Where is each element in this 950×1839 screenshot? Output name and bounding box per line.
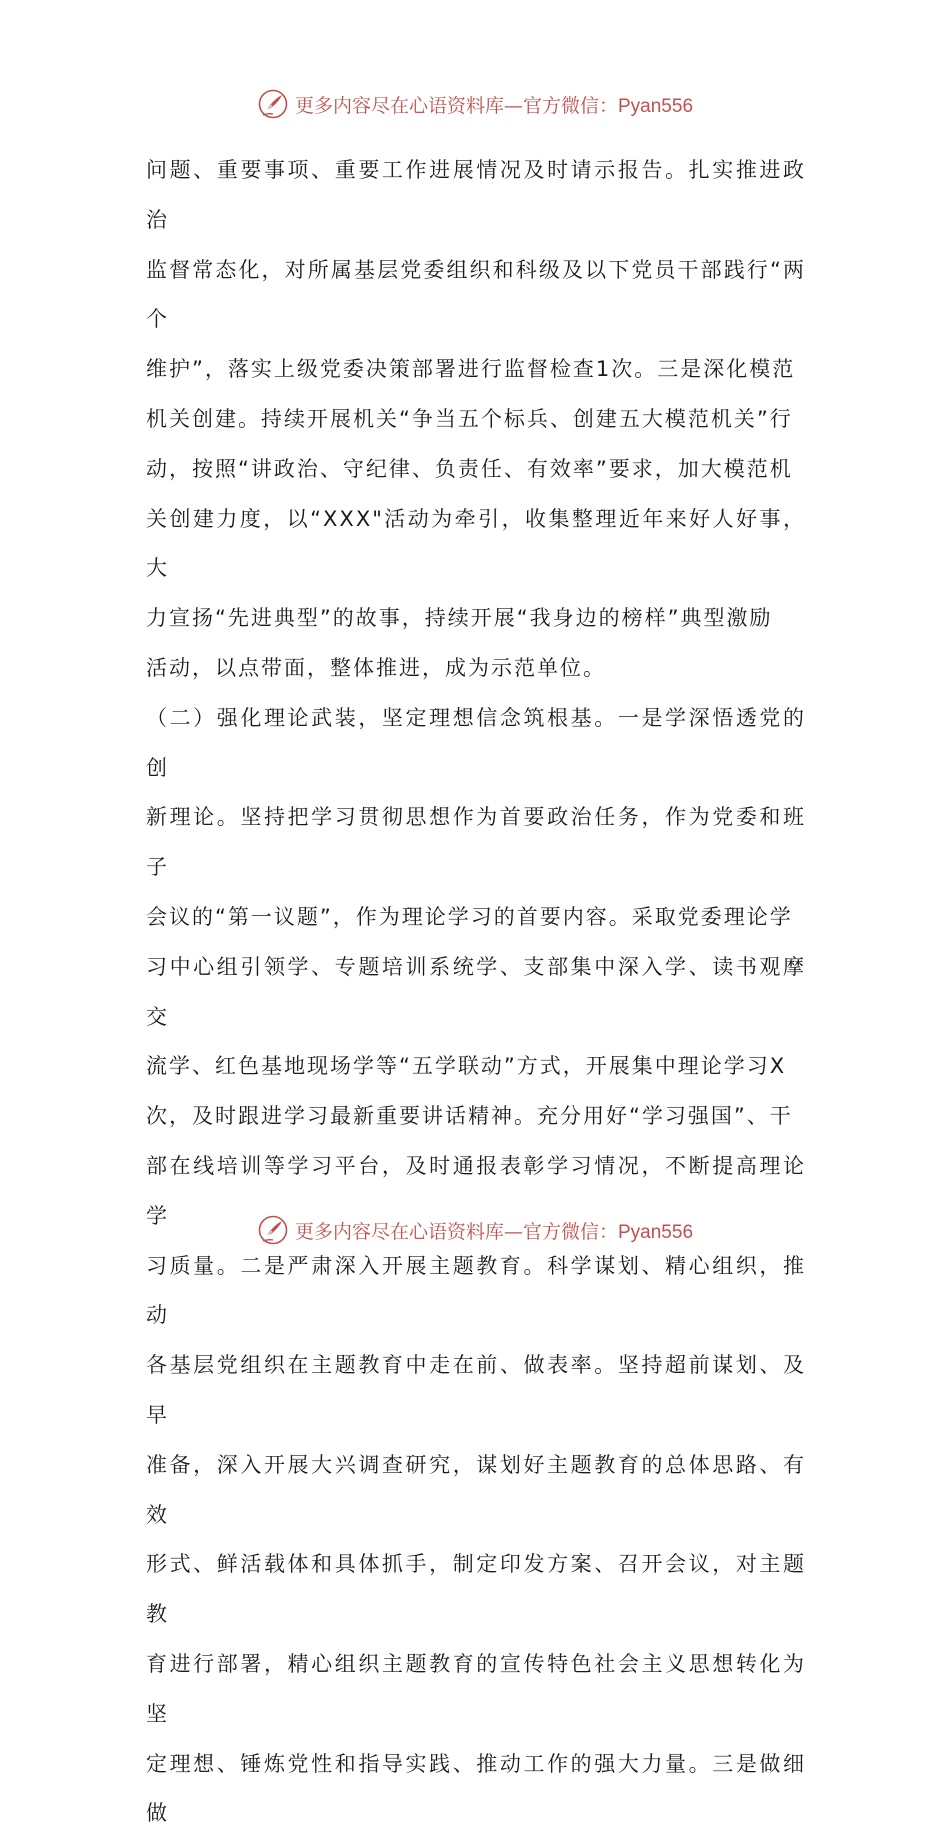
quill-pen-logo-icon — [257, 88, 289, 120]
paragraph-1: 问题、重要事项、重要工作进展情况及时请示报告。扎实推进政治 监督常态化，对所属基层党委组织和科级及以下党员干部践行“两个 维护”，落实上级党委决策部署进行监督检查1次。三是深化模范 机关创建。持续开展机关“争当五个标兵、创建五大模范机关”行 动，按照“讲政治、守纪律、负责任、有效率”要求，加大模范机 关创建力度，以“XXX"活动为牵引，收集整理近年来好人好事，大 力宣扬“先进典型”的故事，持续开展“我身边的榜样”典型激励 活动，以点带面，整体推进，成为示范单位。 — [146, 158, 806, 680]
paragraph-2: （二）强化理论武装，坚定理想信念筑根基。一是学深悟透党的创 新理论。坚持把学习贯彻思想作为首要政治任务，作为党委和班子 会议的“第一议题”，作为理论学习的首要内容。采取党委理论学 习中心组引领学、专题培训系统学、支部集中深入学、读书观摩交 流学、红色基地现场学等“五学联动”方式，开展集中理论学习X 次，及时跟进学习最新重要讲话精神。充分用好“学习强国”、干 部在线培训等学习平台，及时通报表彰学习情况，不断提高理论学 习质量。二是严肃深入开展主题教育。科学谋划、精心组织，推动 各基层党组织在主题教育中走在前、做表率。坚持超前谋划、及早 准备，深入开展大兴调查研究，谋划好主题教育的总体思路、有效 形式、鲜活载体和具体抓手，制定印发方案、召开会议，对主题教 育进行部署，精心组织主题教育的宣传特色社会主义思想转化为坚 定理想、锤炼党性和指导实践、推动工作的强大力量。三是做细做 — [146, 705, 806, 1826]
document-body — [146, 146, 806, 1839]
header-banner-label: 更多内容尽在心语资料库—官方微信： — [294, 94, 618, 117]
footer-wechat-id: Pyan556 — [618, 1221, 694, 1243]
footer-banner — [0, 1210, 950, 1250]
header-banner-text — [295, 91, 693, 118]
footer-banner-label: 更多内容尽在心语资料库—官方微信： — [294, 1220, 618, 1243]
header-banner — [0, 84, 950, 124]
quill-pen-logo-icon — [257, 1214, 289, 1246]
footer-banner-text — [295, 1217, 693, 1244]
header-wechat-id: Pyan556 — [618, 95, 694, 117]
